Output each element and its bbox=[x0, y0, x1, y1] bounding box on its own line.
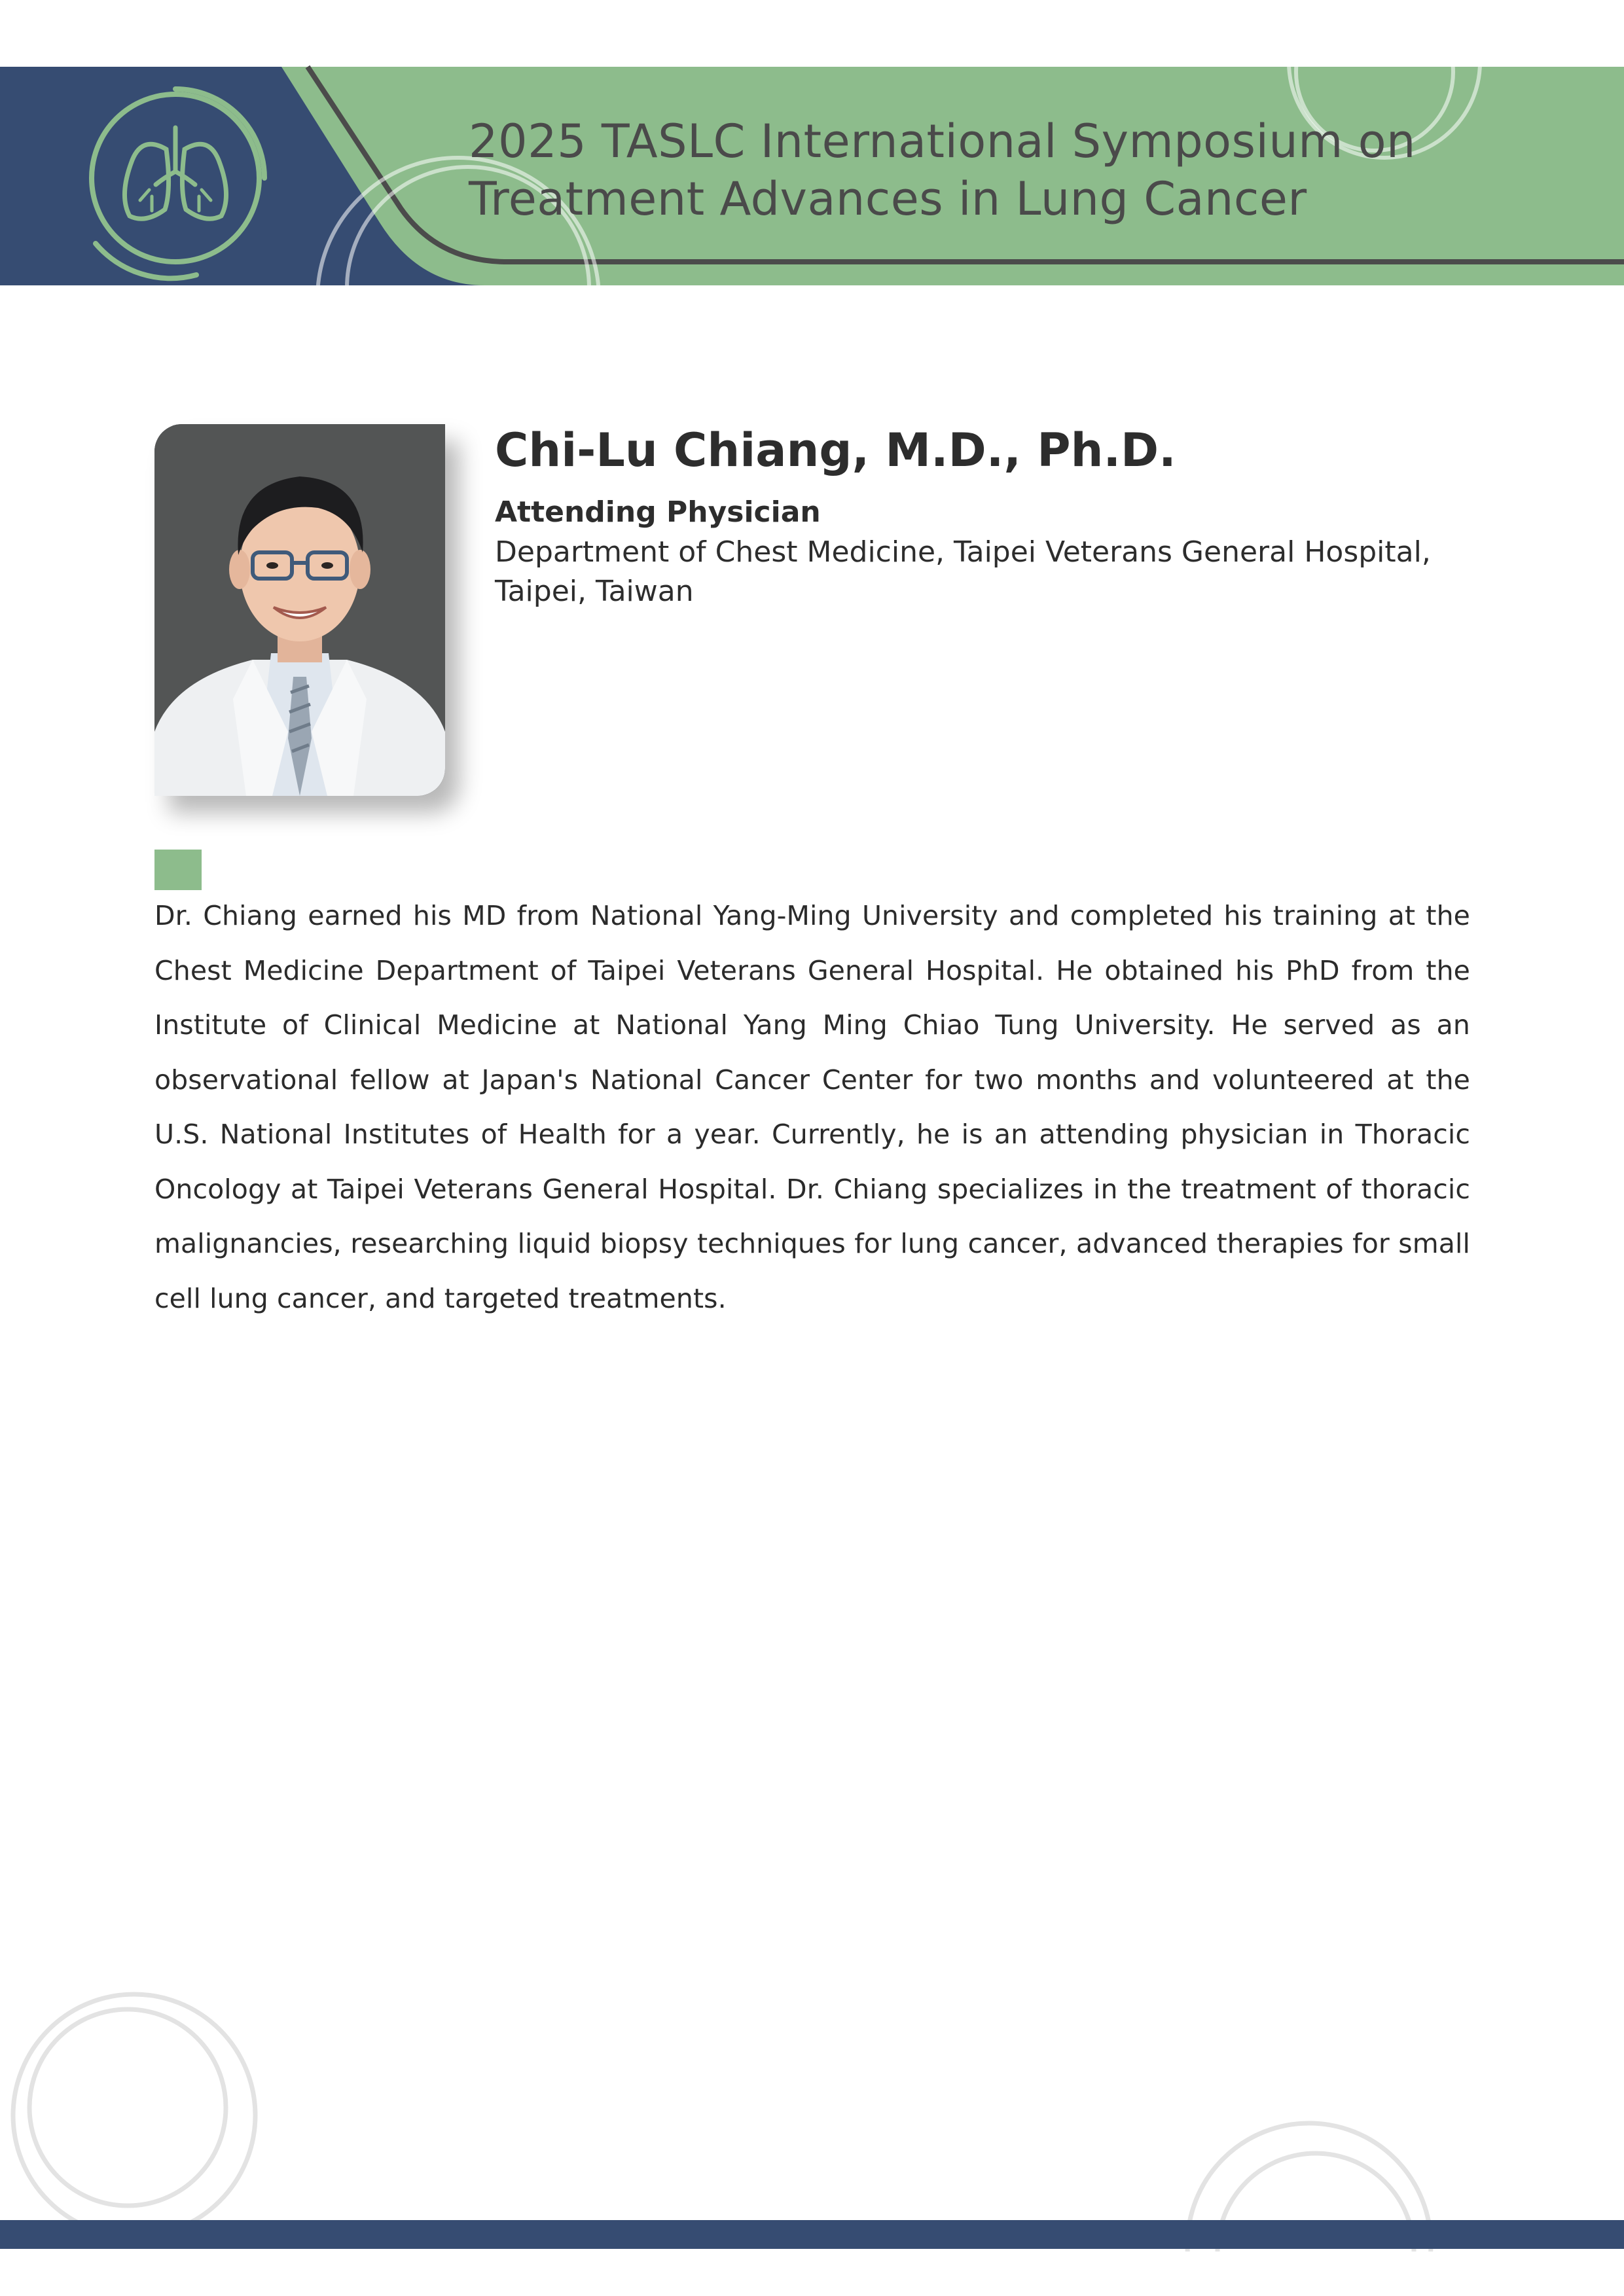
speaker-biography: Dr. Chiang earned his MD from National Yang-Ming University and completed his training at the Chest Medicine Department of Taipei Veterans General Hospital. He obtained his PhD from the Institute of Clinical Medicine at National Yang Ming Chiao Tung University. He served as an observational fellow at Japan's National Cancer Center for two months and volunteered at the U.S. National Institutes of Health for a year. Currently, he is an attending physician in Thoracic Oncology at Taipei Veterans General Hospital. Dr. Chiang specializes in the treatment of thoracic malignancies, researching liquid biopsy techniques for lung cancer, advanced therapies for small cell lung cancer, and targeted treatments. bbox=[154, 900, 1470, 1314]
speaker-photo bbox=[154, 424, 445, 796]
speaker-affiliation: Department of Chest Medicine, Taipei Veterans General Hospital, Taipei, Taiwan bbox=[495, 535, 1431, 608]
speaker-portrait bbox=[154, 424, 445, 796]
speaker-role: Attending Physician bbox=[495, 495, 821, 529]
header-banner bbox=[0, 0, 1624, 288]
symposium-title-line1: 2025 TASLC International Symposium on bbox=[469, 115, 1416, 168]
symposium-title bbox=[469, 113, 1595, 228]
speaker-name: Chi-Lu Chiang, M.D., Ph.D. bbox=[495, 423, 1176, 477]
footer-rings bbox=[0, 1964, 1624, 2251]
symposium-title-line2: Treatment Advances in Lung Cancer bbox=[469, 172, 1307, 226]
footer-bar bbox=[0, 2220, 1624, 2249]
bio-section-marker bbox=[154, 850, 202, 890]
